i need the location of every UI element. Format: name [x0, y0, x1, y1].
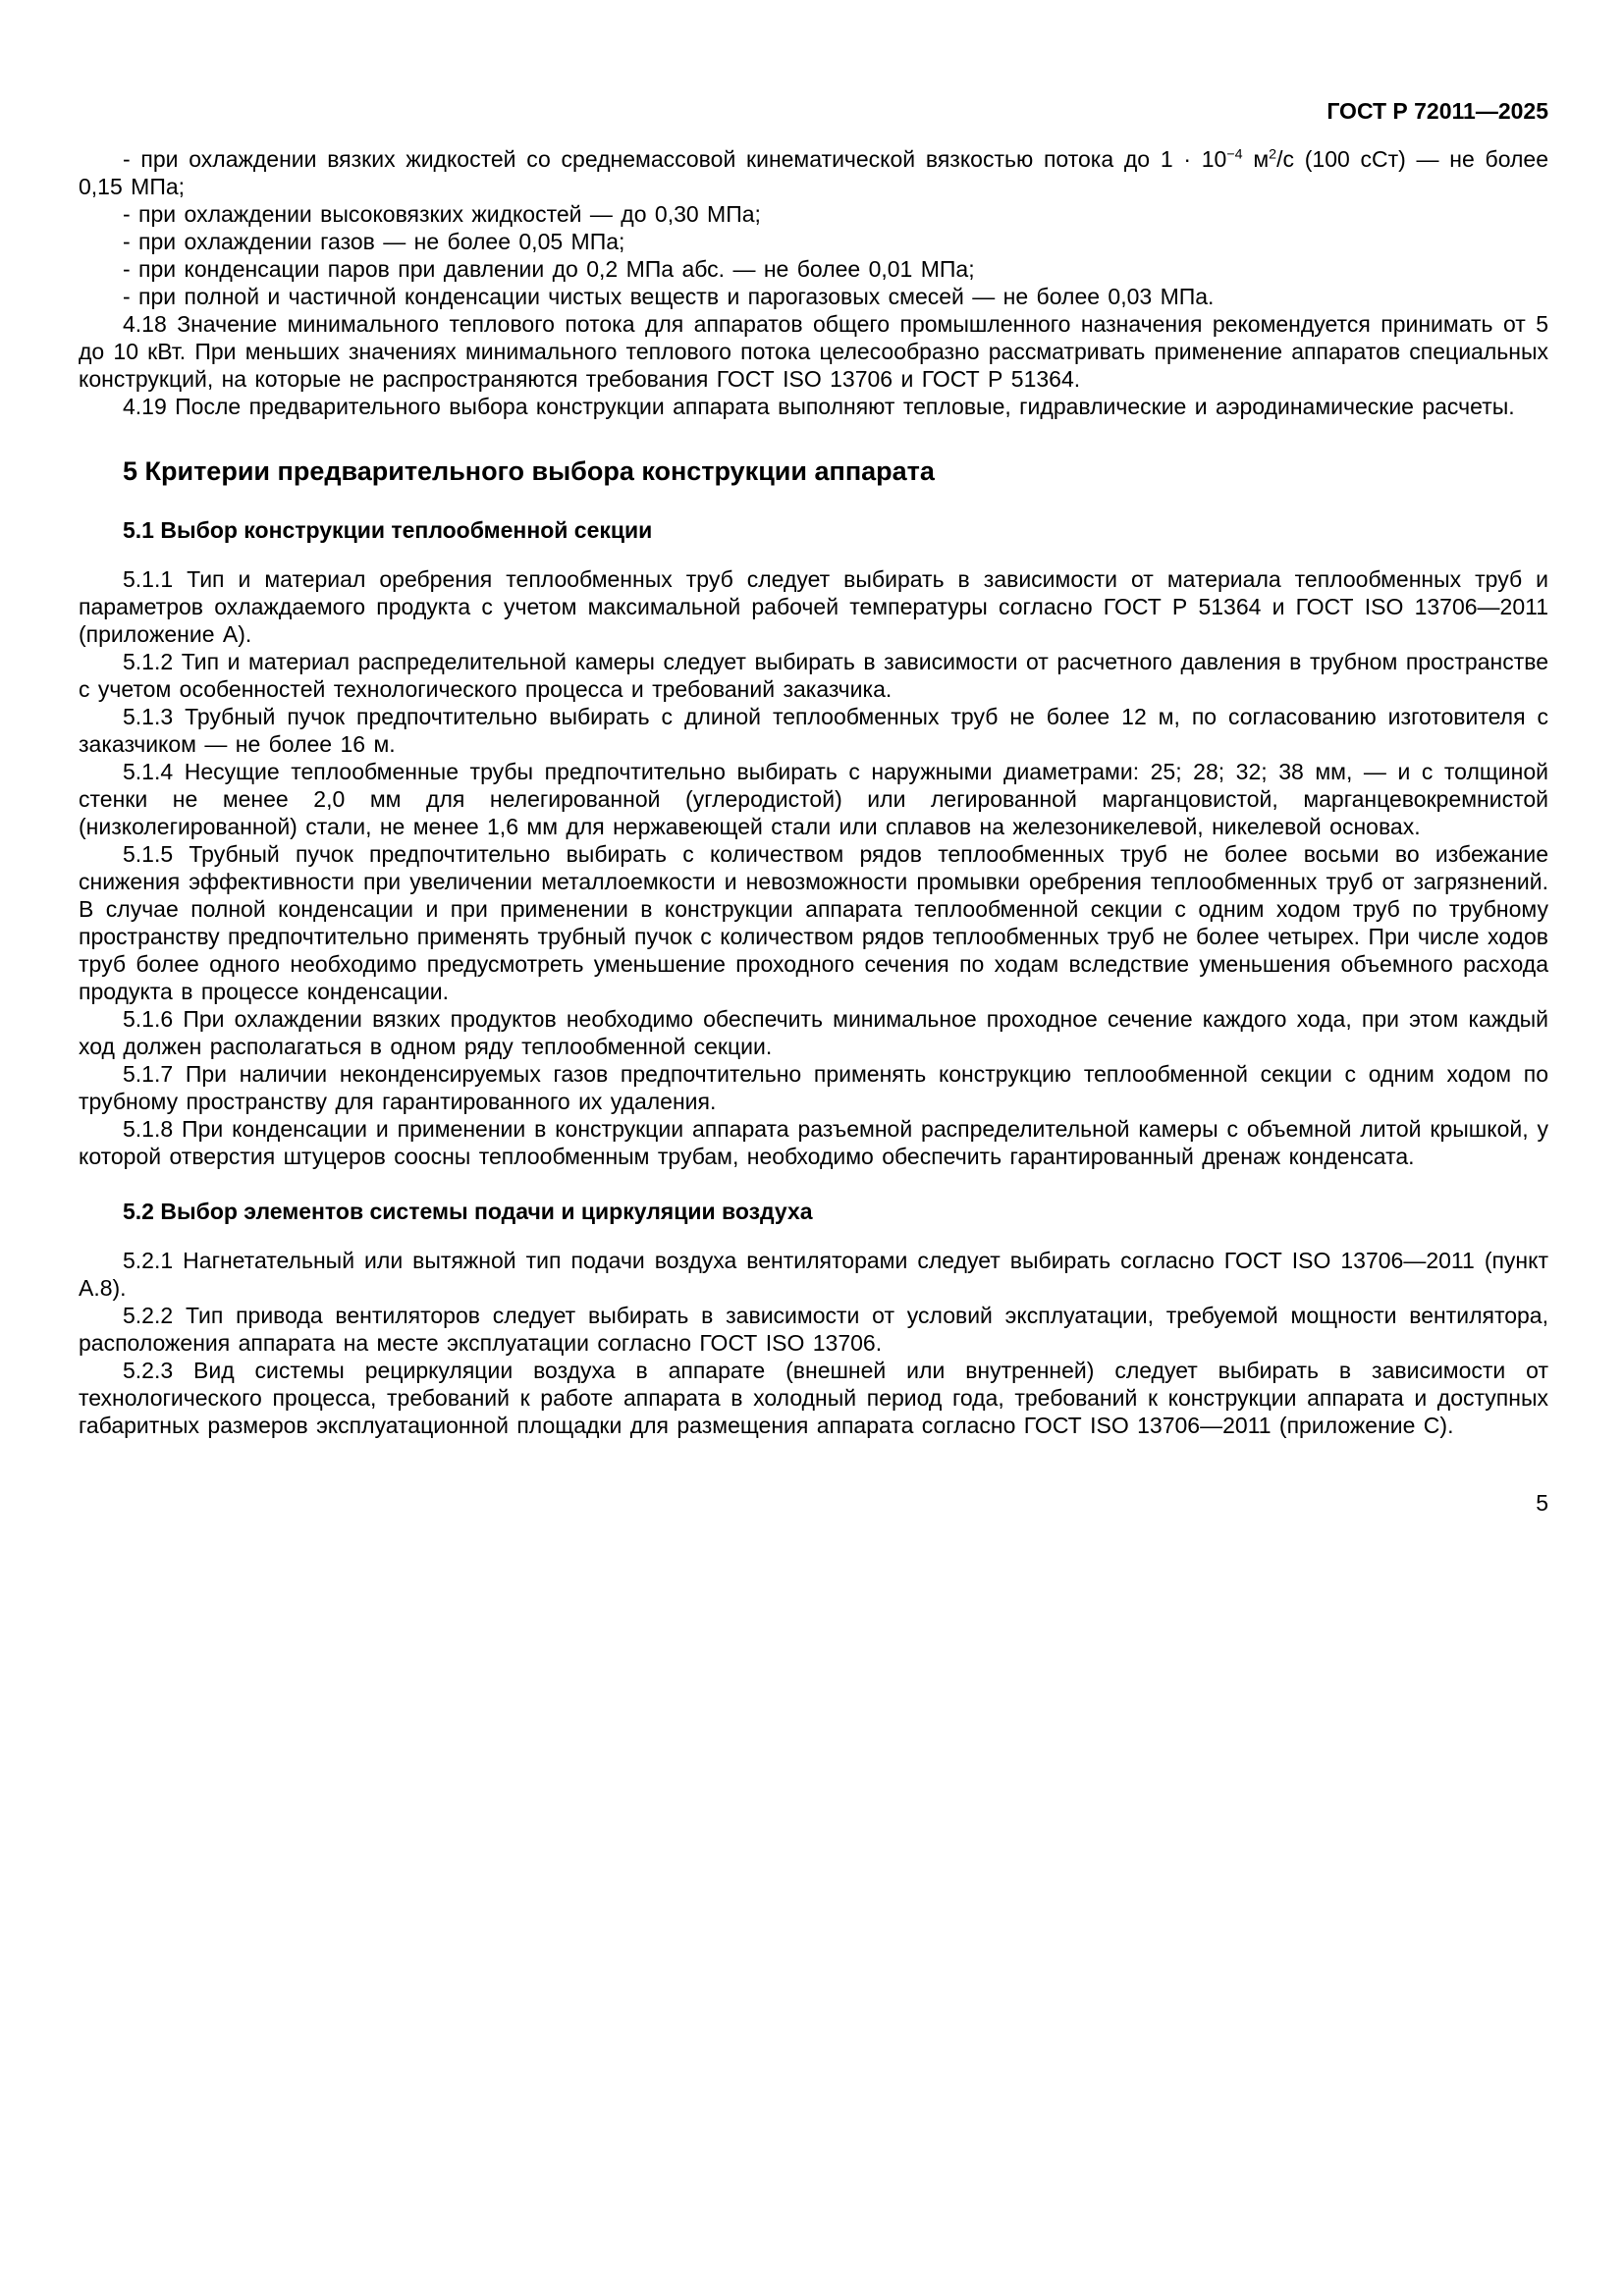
- paragraph-5-2-3: 5.2.3 Вид системы рециркуляции воздуха в аппарате (внешней или внутренней) следует выбирать в зависимости от технологического процесса, требований к работе аппарата в холодный период года, требований к конструкции аппарата и доступных габаритных размеров эксплуатационной площадки для размещения аппарата согласно ГОСТ ISO 13706—2011 (приложение С).: [79, 1358, 1548, 1438]
- paragraph-5-2-2: 5.2.2 Тип привода вентиляторов следует выбирать в зависимости от условий эксплуатации, требуемой мощности вентилятора, расположения аппарата на месте эксплуатации согласно ГОСТ ISO 13706.: [79, 1303, 1548, 1356]
- paragraph-bullet-gases: - при охлаждении газов — не более 0,05 МПа;: [123, 229, 625, 254]
- paragraph-bullet-viscous-liquids: [79, 145, 1548, 200]
- paragraph-5-1-4: 5.1.4 Несущие теплообменные трубы предпочтительно выбирать с наружными диаметрами: 25; 28; 32; 38 мм, — и с толщиной стенки не менее 2,0 мм для нелегированной (углеродистой) или легированной марганцовистой, марганцевокремнистой (низколегированной) стали, не менее 1,6 мм для нержавеющей стали или сплавов на железоникелевой, никелевой основах.: [79, 759, 1548, 839]
- paragraph-5-1-1: 5.1.1 Тип и материал оребрения теплообменных труб следует выбирать в зависимости от материала теплообменных труб и параметров охлаждаемого продукта с учетом максимальной рабочей температуры согласно ГОСТ Р 51364 и ГОСТ ISO 13706—2011 (приложение А).: [79, 566, 1548, 647]
- paragraph-4-19: 4.19 После предварительного выбора конструкции аппарата выполняют тепловые, гидравлические и аэродинамические расчеты.: [123, 394, 1515, 419]
- section-5-title: 5 Критерии предварительного выбора конструкции аппарата: [123, 456, 935, 486]
- paragraph-bullet-full-partial-condensation: - при полной и частичной конденсации чистых веществ и парогазовых смесей — не более 0,03 МПа.: [123, 284, 1215, 309]
- paragraph-bullet-vapor-condensation: - при конденсации паров при давлении до 0,2 МПа абс. — не более 0,01 МПа;: [123, 256, 975, 282]
- paragraph-5-1-3: 5.1.3 Трубный пучок предпочтительно выбирать с длиной теплообменных труб не более 12 м, по согласованию изготовителя с заказчиком — не более 16 м.: [79, 704, 1548, 757]
- paragraph-5-1-6: 5.1.6 При охлаждении вязких продуктов необходимо обеспечить минимальное проходное сечение каждого хода, при этом каждый ход должен располагаться в одном ряду теплообменной секции.: [79, 1006, 1548, 1059]
- paragraph-5-1-5: 5.1.5 Трубный пучок предпочтительно выбирать с количеством рядов теплообменных труб не более восьми во избежание снижения эффективности при увеличении металлоемкости и невозможности промывки оребрения теплообменных труб от загрязнений. В случае полной конденсации и при применении в конструкции аппарата теплообменной секции с одним ходом труб по трубному пространству предпочтительно применять трубный пучок с количеством рядов теплообменных труб не более четырех. При числе ходов труб более одного необходимо предусмотреть уменьшение проходного сечения по ходам вследствие уменьшения объемного расхода продукта в процессе конденсации.: [79, 841, 1548, 1004]
- paragraph-4-18: 4.18 Значение минимального теплового потока для аппаратов общего промышленного назначения рекомендуется принимать от 5 до 10 кВт. При меньших значениях минимального теплового потока целесообразно рассматривать применение аппаратов специальных конструкций, на которые не распространяются требования ГОСТ ISO 13706 и ГОСТ Р 51364.: [79, 311, 1548, 392]
- bullet1-text-pre: - при охлаждении вязких жидкостей со среднемассовой кинематической вязкостью потока до 1 · 10: [123, 146, 1227, 172]
- paragraph-5-2-1: 5.2.1 Нагнетательный или вытяжной тип подачи воздуха вентиляторами следует выбирать согласно ГОСТ ISO 13706—2011 (пункт А.8).: [79, 1248, 1548, 1301]
- paragraph-5-1-2: 5.1.2 Тип и материал распределительной камеры следует выбирать в зависимости от расчетного давления в трубном пространстве с учетом особенностей технологического процесса и требований заказчика.: [79, 649, 1548, 702]
- document-content: [79, 145, 1548, 1517]
- doc-code: ГОСТ Р 72011—2025: [1326, 98, 1548, 124]
- superscript-exponent: −4: [1226, 146, 1243, 163]
- bullet1-text-post: /с (100 сСт) — не более 0,15 МПа;: [79, 146, 1548, 199]
- superscript-square: 2: [1269, 146, 1277, 163]
- paragraph-bullet-high-viscous: - при охлаждении высоковязких жидкостей — до 0,30 МПа;: [123, 201, 761, 227]
- document-header: [79, 98, 1548, 125]
- paragraph-5-1-7: 5.1.7 При наличии неконденсируемых газов предпочтительно применять конструкцию теплообменной секции с одним ходом по трубному пространству для гарантированного их удаления.: [79, 1061, 1548, 1114]
- page-number: 5: [1536, 1490, 1548, 1516]
- subsection-5-1-title: 5.1 Выбор конструкции теплообменной секции: [123, 517, 653, 543]
- paragraph-5-1-8: 5.1.8 При конденсации и применении в конструкции аппарата разъемной распределительной камеры с объемной литой крышкой, у которой отверстия штуцеров соосны теплообменным трубам, необходимо обеспечить гарантированный дренаж конденсата.: [79, 1116, 1548, 1169]
- bullet1-text-mid: м: [1242, 146, 1270, 172]
- subsection-5-2-title: 5.2 Выбор элементов системы подачи и циркуляции воздуха: [123, 1199, 813, 1224]
